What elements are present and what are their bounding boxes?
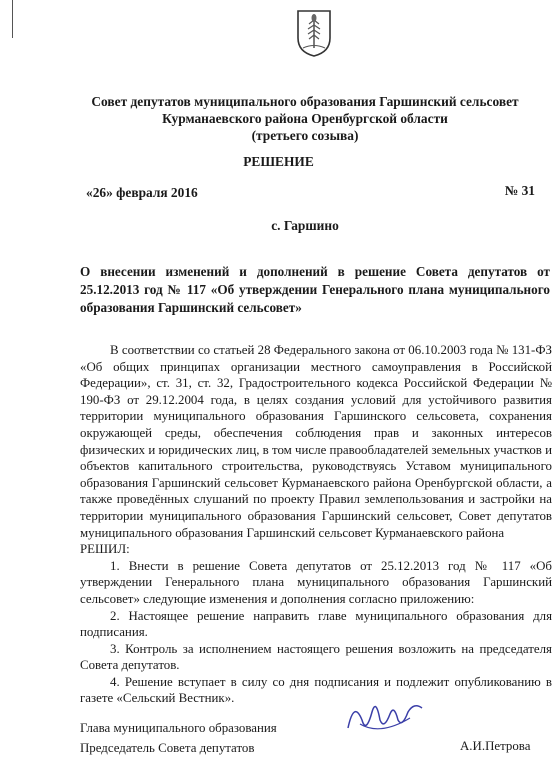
resolution-item-1: 1. Внести в решение Совета депутатов от 25.12.2013 год № 117 «Об утверждении Генерального плана муниципального образования Гаршинский сельсовет» следующие изменения и дополнения согласно приложению: [80, 558, 552, 606]
document-subject: О внесении изменений и дополнений в решение Совета депутатов от 25.12.2013 год № 117 «Об утверждении Генерального плана муниципального образования Гаршинский сельсовет» [80, 264, 550, 315]
resolution-item-3: 3. Контроль за исполнением настоящего решения возложить на председателя Совета депутатов. [80, 641, 552, 673]
signatory-name: А.И.Петрова [460, 739, 531, 753]
scan-edge-line [12, 0, 13, 38]
coat-of-arms-icon [294, 8, 334, 58]
document-body [80, 342, 552, 707]
council-header [70, 93, 540, 144]
resolution-item-2: 2. Настоящее решение направить главе муниципального образования для подписания. [80, 608, 552, 640]
header-line-2: Курманаевского района Оренбургской области [162, 111, 448, 126]
resolved-label: РЕШИЛ: [80, 542, 130, 557]
signatory-title-1: Глава муниципального образования [80, 721, 277, 735]
header-line-3: (третьего созыва) [251, 128, 359, 143]
resolution-item-4: 4. Решение вступает в силу со дня подписания и подлежит опубликованию в газете «Сельский Вестник». [80, 674, 552, 706]
document-place: с. Гаршино [271, 218, 339, 233]
header-line-1: Совет депутатов муниципального образования Гаршинский сельсовет [91, 94, 519, 109]
signatory-title-2: Председатель Совета депутатов [80, 741, 255, 755]
document-date: «26» февраля 2016 [86, 185, 198, 200]
preamble-paragraph: В соответствии со статьей 28 Федерального закона от 06.10.2003 года № 131-ФЗ «Об общих принципах организации местного самоуправления в Российской Федерации», ст. 31, ст. 32, Градостроительного кодекса Российской Федерации № 190-ФЗ от 29.12.2004 года, в целях создания условий для устойчивого развития территории муниципального образования Гаршинского сельсовета, сохранения окружающей среды, обеспечения соблюдения прав и законных интересов физических и юридических лиц, в том числе правообладателей земельных участков и объектов капитального строительства, руководствуясь Уставом муниципального образования Гаршинский сельсовет Курманаевского района Оренбургской области, а также проведённых слушаний по проекту Правил землепользования и застройки на территории муниципального образования Гаршинский сельсовет, Совет депутатов муниципального образования Гаршинский сельсовет Курманаевского района [80, 343, 552, 540]
document-number: № 31 [504, 183, 535, 198]
handwritten-signature [340, 690, 430, 745]
signatory-titles [80, 718, 277, 758]
document-title: РЕШЕНИЕ [243, 154, 314, 169]
